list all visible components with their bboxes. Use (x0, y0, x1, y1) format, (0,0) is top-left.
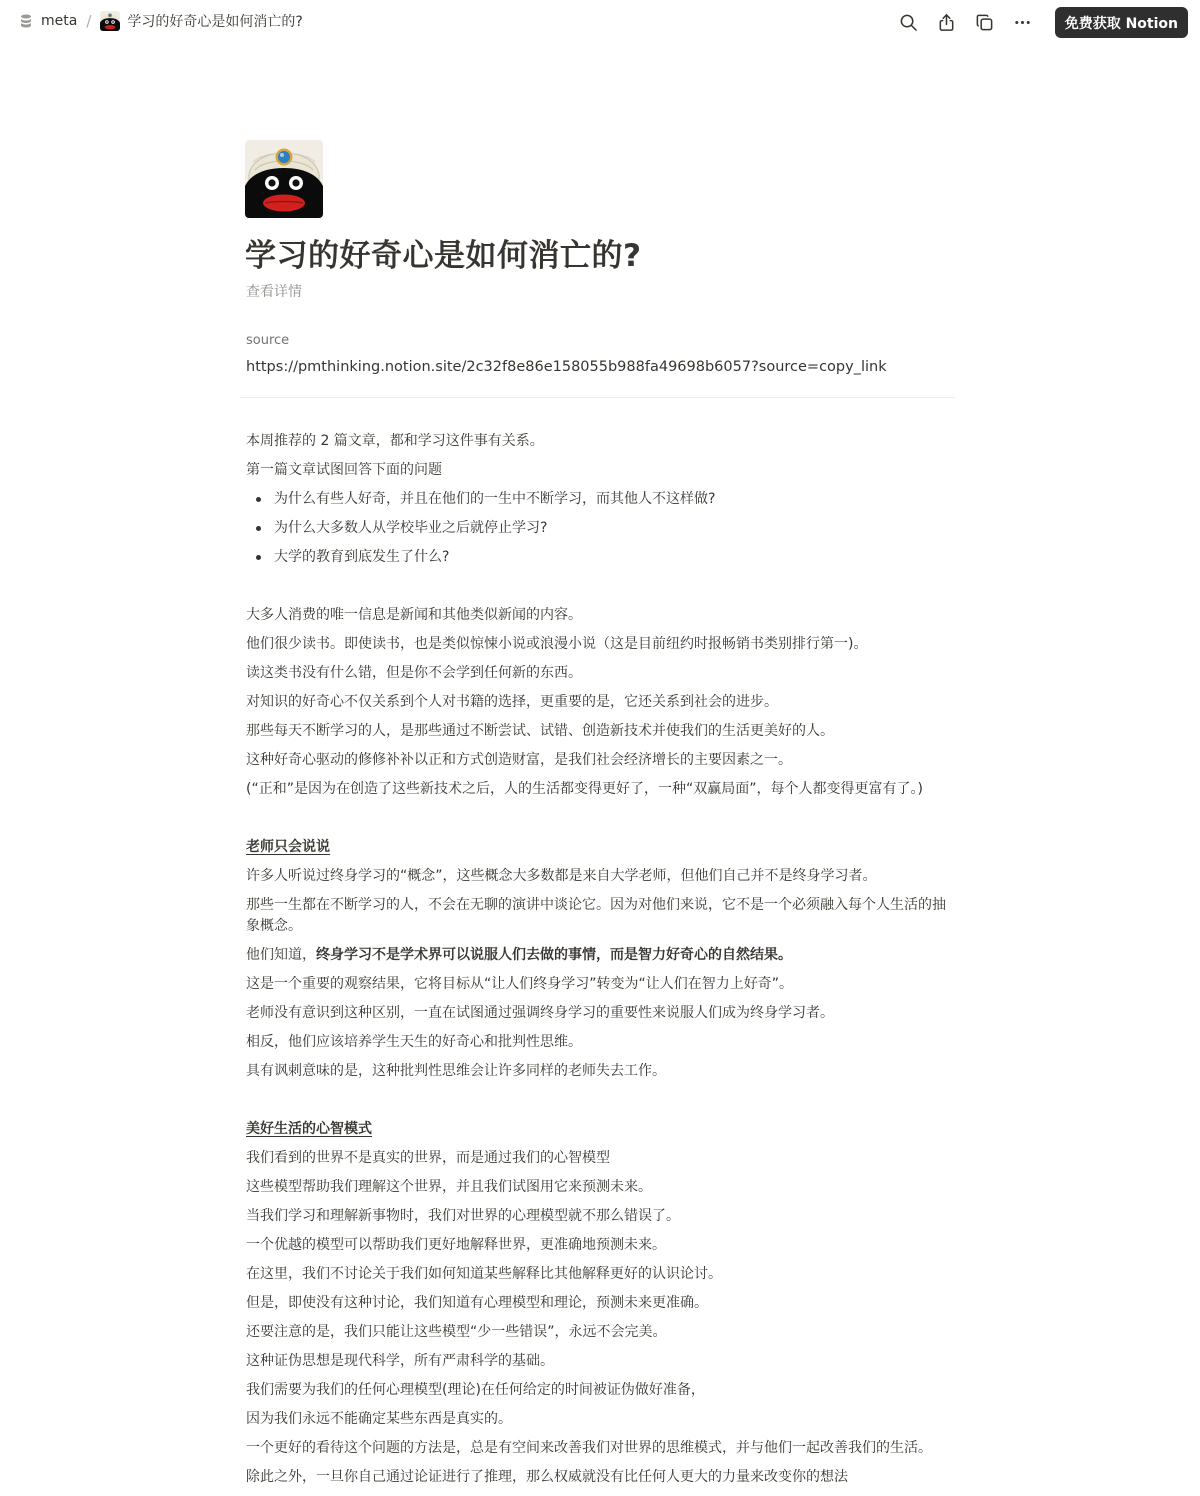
paragraph: 一个优越的模型可以帮助我们更好地解释世界，更准确地预测未来。 (246, 1237, 666, 1253)
share-icon (937, 13, 956, 32)
properties-divider (240, 397, 955, 398)
duplicate-button[interactable] (967, 8, 1003, 38)
paragraph: 读这类书没有什么错，但是你不会学到任何新的东西。 (246, 665, 582, 681)
paragraph: (“正和”是因为在创造了这些新技术之后，人的生活都变得更好了，一种“双赢局面”，每个人都变得更富有了。) (246, 781, 923, 797)
section-heading: 老师只会说说 (246, 839, 330, 855)
paragraph: 当我们学习和理解新事物时，我们对世界的心理模型就不那么错误了。 (246, 1208, 680, 1224)
page-icon[interactable] (245, 140, 323, 218)
more-button[interactable] (1005, 8, 1041, 38)
page-body (246, 431, 956, 1496)
page-title: 学习的好奇心是如何消亡的? (245, 238, 642, 274)
paragraph: 他们很少读书。即使读书，也是类似惊悚小说或浪漫小说（这是目前纽约时报畅销书类别排行第一)。 (246, 636, 868, 652)
property-label: source (246, 333, 290, 348)
page-icon-small (100, 11, 120, 31)
more-icon (1013, 13, 1032, 32)
paragraph-with-bold (246, 945, 956, 966)
paragraph: 第一篇文章试图回答下面的问题 (246, 462, 442, 478)
paragraph: 我们看到的世界不是真实的世界，而是通过我们的心智模型 (246, 1150, 610, 1166)
bold-prefix: 他们知道， (246, 947, 316, 963)
paragraph: 具有讽刺意味的是，这种批判性思维会让许多同样的老师失去工作。 (246, 1063, 666, 1079)
paragraph: 除此之外，一旦你自己通过论证进行了推理，那么权威就没有比任何人更大的力量来改变你的想法 (246, 1469, 848, 1485)
paragraph: 因为我们永远不能确定某些东西是真实的。 (246, 1411, 512, 1427)
empty-block (246, 1090, 956, 1111)
property-value-url[interactable]: https://pmthinking.notion.site/2c32f8e86e158055b988fa49698b6057?source=copy_link (246, 359, 887, 375)
list-item: 为什么大多数人从学校毕业之后就停止学习? (246, 518, 956, 539)
paragraph: 这些模型帮助我们理解这个世界，并且我们试图用它来预测未来。 (246, 1179, 652, 1195)
paragraph: 这种好奇心驱动的修修补补以正和方式创造财富，是我们社会经济增长的主要因素之一。 (246, 752, 792, 768)
breadcrumb-page[interactable] (100, 11, 302, 31)
paragraph: 我们需要为我们的任何心理模型(理论)在任何给定的时间被证伪做好准备， (246, 1382, 705, 1398)
paragraph: 老师没有意识到这种区别，一直在试图通过强调终身学习的重要性来说服人们成为终身学习者。 (246, 1005, 834, 1021)
paragraph: 这是一个重要的观察结果，它将目标从“让人们终身学习”转变为“让人们在智力上好奇”。 (246, 976, 794, 992)
paragraph: 这种证伪思想是现代科学，所有严肃科学的基础。 (246, 1353, 554, 1369)
search-button[interactable] (891, 8, 927, 38)
toolbar-actions (889, 7, 1188, 38)
paragraph: 还要注意的是，我们只能让这些模型“少一些错误”，永远不会完美。 (246, 1324, 667, 1340)
paragraph: 那些一生都在不断学习的人，不会在无聊的演讲中谈论它。因为对他们来说，它不是一个必须融入每个人生活的抽象概念。 (246, 897, 946, 934)
paragraph: 但是，即使没有这种讨论，我们知道有心理模型和理论，预测未来更准确。 (246, 1295, 708, 1311)
paragraph: 本周推荐的 2 篇文章，都和学习这件事有关系。 (246, 433, 544, 449)
share-button[interactable] (929, 8, 965, 38)
bold-text: 终身学习不是学术界可以说服人们去做的事情，而是智力好奇心的自然结果。 (316, 947, 792, 963)
breadcrumb-page-label: 学习的好奇心是如何消亡的? (127, 14, 303, 30)
paragraph: 相反，他们应该培养学生天生的好奇心和批判性思维。 (246, 1034, 582, 1050)
paragraph: 那些每天不断学习的人，是那些通过不断尝试、试错、创造新技术并使我们的生活更美好的人。 (246, 723, 834, 739)
get-notion-button[interactable]: 免费获取 Notion (1055, 7, 1188, 38)
paragraph: 一个更好的看待这个问题的方法是，总是有空间来改善我们对世界的思维模式，并与他们一起改善我们的生活。 (246, 1440, 932, 1456)
section-heading: 美好生活的心智模式 (246, 1121, 372, 1137)
bullet-list (246, 489, 956, 568)
paragraph: 许多人听说过终身学习的“概念”，这些概念大多数都是来自大学老师，但他们自己并不是终身学习者。 (246, 868, 877, 884)
list-item: 大学的教育到底发生了什么? (246, 547, 956, 568)
top-bar (0, 0, 1200, 44)
empty-block (246, 808, 956, 829)
list-item: 为什么有些人好奇，并且在他们的一生中不断学习，而其他人不这样做? (246, 489, 956, 510)
paragraph: 在这里，我们不讨论关于我们如何知道某些解释比其他解释更好的认识论讨。 (246, 1266, 722, 1282)
breadcrumb-separator: / (86, 12, 92, 30)
breadcrumb-workspace[interactable] (18, 13, 77, 29)
database-icon (18, 13, 34, 29)
paragraph: 大多人消费的唯一信息是新闻和其他类似新闻的内容。 (246, 607, 582, 623)
view-details-link[interactable]: 查看详情 (246, 284, 302, 300)
breadcrumb (18, 11, 303, 31)
duplicate-icon (975, 13, 994, 32)
paragraph: 对知识的好奇心不仅关系到个人对书籍的选择，更重要的是，它还关系到社会的进步。 (246, 694, 778, 710)
breadcrumb-workspace-label: meta (41, 13, 78, 29)
empty-block (246, 576, 956, 597)
search-icon (899, 13, 918, 32)
